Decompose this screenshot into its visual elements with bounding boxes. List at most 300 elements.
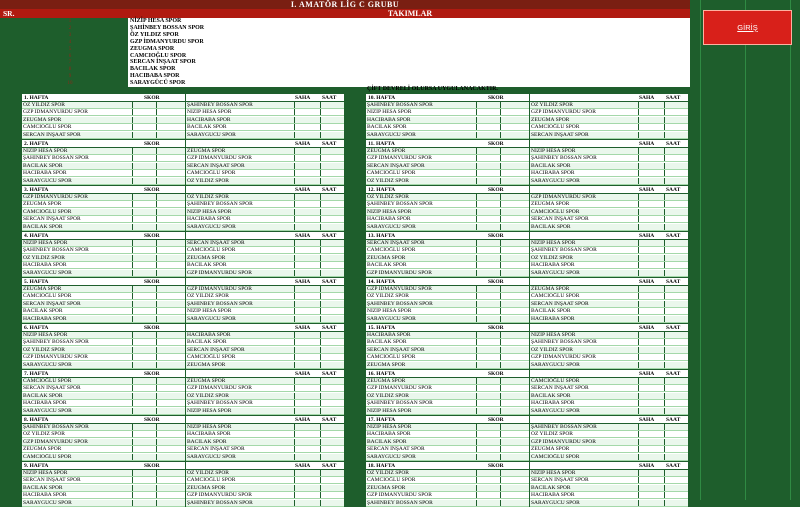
home-score-cell[interactable] (476, 362, 497, 368)
home-score-cell[interactable] (132, 148, 153, 154)
away-score-cell[interactable] (500, 424, 521, 430)
away-score-cell[interactable] (156, 454, 177, 460)
time-cell[interactable] (664, 408, 685, 414)
time-cell[interactable] (664, 124, 685, 130)
time-cell[interactable] (320, 148, 341, 154)
field-cell[interactable] (294, 385, 315, 391)
home-score-cell[interactable] (132, 378, 153, 384)
field-cell[interactable] (638, 354, 659, 360)
field-cell[interactable] (294, 255, 315, 261)
field-cell[interactable] (638, 170, 659, 176)
away-score-cell[interactable] (156, 240, 177, 246)
field-cell[interactable] (294, 170, 315, 176)
home-score-cell[interactable] (476, 316, 497, 322)
time-cell[interactable] (664, 316, 685, 322)
away-score-cell[interactable] (500, 148, 521, 154)
away-score-cell[interactable] (156, 446, 177, 452)
away-score-cell[interactable] (156, 301, 177, 307)
away-score-cell[interactable] (156, 247, 177, 253)
field-cell[interactable] (294, 477, 315, 483)
home-score-cell[interactable] (476, 332, 497, 338)
away-score-cell[interactable] (156, 124, 177, 130)
time-cell[interactable] (320, 492, 341, 498)
away-score-cell[interactable] (156, 400, 177, 406)
away-score-cell[interactable] (500, 308, 521, 314)
field-cell[interactable] (638, 477, 659, 483)
field-cell[interactable] (638, 332, 659, 338)
time-cell[interactable] (664, 262, 685, 268)
home-score-cell[interactable] (476, 354, 497, 360)
home-score-cell[interactable] (132, 339, 153, 345)
away-score-cell[interactable] (156, 201, 177, 207)
away-score-cell[interactable] (156, 255, 177, 261)
time-cell[interactable] (320, 470, 341, 476)
home-score-cell[interactable] (476, 308, 497, 314)
time-cell[interactable] (664, 431, 685, 437)
field-cell[interactable] (638, 194, 659, 200)
time-cell[interactable] (320, 454, 341, 460)
time-cell[interactable] (664, 339, 685, 345)
field-cell[interactable] (294, 470, 315, 476)
field-cell[interactable] (638, 316, 659, 322)
field-cell[interactable] (294, 201, 315, 207)
home-score-cell[interactable] (476, 216, 497, 222)
away-score-cell[interactable] (500, 492, 521, 498)
away-score-cell[interactable] (500, 262, 521, 268)
away-score-cell[interactable] (156, 308, 177, 314)
away-score-cell[interactable] (156, 485, 177, 491)
field-cell[interactable] (294, 339, 315, 345)
time-cell[interactable] (664, 439, 685, 445)
away-score-cell[interactable] (156, 216, 177, 222)
home-score-cell[interactable] (476, 378, 497, 384)
away-score-cell[interactable] (500, 301, 521, 307)
time-cell[interactable] (320, 240, 341, 246)
away-score-cell[interactable] (500, 400, 521, 406)
field-cell[interactable] (294, 216, 315, 222)
time-cell[interactable] (664, 492, 685, 498)
away-score-cell[interactable] (500, 270, 521, 276)
away-score-cell[interactable] (156, 378, 177, 384)
home-score-cell[interactable] (476, 270, 497, 276)
field-cell[interactable] (638, 424, 659, 430)
away-score-cell[interactable] (500, 431, 521, 437)
home-score-cell[interactable] (476, 477, 497, 483)
field-cell[interactable] (638, 446, 659, 452)
home-score-cell[interactable] (132, 170, 153, 176)
away-score-cell[interactable] (500, 347, 521, 353)
home-score-cell[interactable] (476, 293, 497, 299)
home-score-cell[interactable] (476, 178, 497, 184)
field-cell[interactable] (638, 454, 659, 460)
time-cell[interactable] (664, 286, 685, 292)
home-score-cell[interactable] (132, 477, 153, 483)
time-cell[interactable] (664, 393, 685, 399)
time-cell[interactable] (320, 408, 341, 414)
field-cell[interactable] (294, 378, 315, 384)
time-cell[interactable] (664, 247, 685, 253)
field-cell[interactable] (638, 400, 659, 406)
away-score-cell[interactable] (500, 102, 521, 108)
home-score-cell[interactable] (476, 148, 497, 154)
time-cell[interactable] (664, 148, 685, 154)
home-score-cell[interactable] (476, 347, 497, 353)
away-score-cell[interactable] (156, 132, 177, 138)
field-cell[interactable] (638, 347, 659, 353)
field-cell[interactable] (294, 354, 315, 360)
time-cell[interactable] (320, 163, 341, 169)
home-score-cell[interactable] (476, 194, 497, 200)
field-cell[interactable] (294, 109, 315, 115)
time-cell[interactable] (664, 500, 685, 506)
home-score-cell[interactable] (476, 492, 497, 498)
time-cell[interactable] (664, 194, 685, 200)
time-cell[interactable] (320, 170, 341, 176)
field-cell[interactable] (294, 117, 315, 123)
away-score-cell[interactable] (156, 109, 177, 115)
field-cell[interactable] (638, 102, 659, 108)
away-score-cell[interactable] (500, 224, 521, 230)
home-score-cell[interactable] (132, 308, 153, 314)
field-cell[interactable] (294, 132, 315, 138)
field-cell[interactable] (638, 393, 659, 399)
field-cell[interactable] (638, 378, 659, 384)
field-cell[interactable] (294, 500, 315, 506)
field-cell[interactable] (294, 485, 315, 491)
time-cell[interactable] (320, 439, 341, 445)
time-cell[interactable] (320, 316, 341, 322)
home-score-cell[interactable] (476, 454, 497, 460)
field-cell[interactable] (294, 316, 315, 322)
time-cell[interactable] (320, 424, 341, 430)
field-cell[interactable] (638, 201, 659, 207)
time-cell[interactable] (664, 308, 685, 314)
field-cell[interactable] (294, 102, 315, 108)
field-cell[interactable] (294, 431, 315, 437)
home-score-cell[interactable] (476, 408, 497, 414)
away-score-cell[interactable] (156, 163, 177, 169)
away-score-cell[interactable] (156, 362, 177, 368)
time-cell[interactable] (320, 378, 341, 384)
home-score-cell[interactable] (132, 117, 153, 123)
field-cell[interactable] (294, 224, 315, 230)
time-cell[interactable] (320, 209, 341, 215)
away-score-cell[interactable] (500, 194, 521, 200)
away-score-cell[interactable] (500, 117, 521, 123)
home-score-cell[interactable] (476, 102, 497, 108)
time-cell[interactable] (320, 301, 341, 307)
field-cell[interactable] (294, 262, 315, 268)
time-cell[interactable] (664, 102, 685, 108)
home-score-cell[interactable] (476, 109, 497, 115)
home-score-cell[interactable] (132, 385, 153, 391)
field-cell[interactable] (294, 446, 315, 452)
field-cell[interactable] (638, 132, 659, 138)
away-score-cell[interactable] (156, 477, 177, 483)
away-score-cell[interactable] (156, 316, 177, 322)
time-cell[interactable] (664, 170, 685, 176)
time-cell[interactable] (664, 240, 685, 246)
field-cell[interactable] (638, 362, 659, 368)
field-cell[interactable] (294, 247, 315, 253)
home-score-cell[interactable] (476, 255, 497, 261)
home-score-cell[interactable] (132, 492, 153, 498)
home-score-cell[interactable] (476, 500, 497, 506)
away-score-cell[interactable] (156, 492, 177, 498)
time-cell[interactable] (664, 332, 685, 338)
home-score-cell[interactable] (132, 500, 153, 506)
away-score-cell[interactable] (500, 109, 521, 115)
away-score-cell[interactable] (156, 148, 177, 154)
away-score-cell[interactable] (156, 347, 177, 353)
home-score-cell[interactable] (476, 155, 497, 161)
field-cell[interactable] (294, 362, 315, 368)
time-cell[interactable] (664, 201, 685, 207)
time-cell[interactable] (664, 255, 685, 261)
home-score-cell[interactable] (476, 400, 497, 406)
time-cell[interactable] (664, 293, 685, 299)
home-score-cell[interactable] (132, 293, 153, 299)
away-score-cell[interactable] (156, 385, 177, 391)
away-score-cell[interactable] (500, 155, 521, 161)
time-cell[interactable] (664, 378, 685, 384)
home-score-cell[interactable] (132, 431, 153, 437)
away-score-cell[interactable] (500, 339, 521, 345)
away-score-cell[interactable] (156, 293, 177, 299)
time-cell[interactable] (320, 201, 341, 207)
time-cell[interactable] (320, 293, 341, 299)
away-score-cell[interactable] (500, 500, 521, 506)
home-score-cell[interactable] (476, 424, 497, 430)
time-cell[interactable] (664, 109, 685, 115)
field-cell[interactable] (294, 439, 315, 445)
home-score-cell[interactable] (476, 170, 497, 176)
home-score-cell[interactable] (132, 470, 153, 476)
time-cell[interactable] (320, 400, 341, 406)
time-cell[interactable] (320, 477, 341, 483)
home-score-cell[interactable] (476, 209, 497, 215)
time-cell[interactable] (664, 454, 685, 460)
field-cell[interactable] (638, 301, 659, 307)
home-score-cell[interactable] (132, 446, 153, 452)
home-score-cell[interactable] (476, 385, 497, 391)
away-score-cell[interactable] (156, 470, 177, 476)
home-score-cell[interactable] (132, 209, 153, 215)
home-score-cell[interactable] (132, 102, 153, 108)
away-score-cell[interactable] (500, 209, 521, 215)
time-cell[interactable] (320, 262, 341, 268)
field-cell[interactable] (294, 308, 315, 314)
time-cell[interactable] (320, 362, 341, 368)
time-cell[interactable] (320, 194, 341, 200)
away-score-cell[interactable] (500, 439, 521, 445)
time-cell[interactable] (664, 163, 685, 169)
time-cell[interactable] (320, 109, 341, 115)
away-score-cell[interactable] (156, 408, 177, 414)
away-score-cell[interactable] (500, 247, 521, 253)
away-score-cell[interactable] (500, 240, 521, 246)
field-cell[interactable] (638, 485, 659, 491)
away-score-cell[interactable] (156, 439, 177, 445)
away-score-cell[interactable] (156, 117, 177, 123)
away-score-cell[interactable] (156, 332, 177, 338)
away-score-cell[interactable] (500, 293, 521, 299)
home-score-cell[interactable] (476, 431, 497, 437)
time-cell[interactable] (320, 270, 341, 276)
away-score-cell[interactable] (500, 393, 521, 399)
field-cell[interactable] (294, 400, 315, 406)
field-cell[interactable] (294, 393, 315, 399)
time-cell[interactable] (320, 332, 341, 338)
time-cell[interactable] (664, 362, 685, 368)
field-cell[interactable] (638, 240, 659, 246)
away-score-cell[interactable] (156, 270, 177, 276)
home-score-cell[interactable] (132, 194, 153, 200)
away-score-cell[interactable] (156, 102, 177, 108)
time-cell[interactable] (320, 155, 341, 161)
time-cell[interactable] (320, 178, 341, 184)
field-cell[interactable] (294, 148, 315, 154)
home-score-cell[interactable] (132, 216, 153, 222)
time-cell[interactable] (320, 500, 341, 506)
time-cell[interactable] (664, 347, 685, 353)
field-cell[interactable] (294, 301, 315, 307)
home-score-cell[interactable] (476, 339, 497, 345)
field-cell[interactable] (638, 178, 659, 184)
time-cell[interactable] (664, 446, 685, 452)
time-cell[interactable] (664, 354, 685, 360)
time-cell[interactable] (664, 470, 685, 476)
away-score-cell[interactable] (500, 124, 521, 130)
away-score-cell[interactable] (500, 178, 521, 184)
home-score-cell[interactable] (132, 286, 153, 292)
home-score-cell[interactable] (132, 354, 153, 360)
away-score-cell[interactable] (500, 201, 521, 207)
field-cell[interactable] (638, 124, 659, 130)
field-cell[interactable] (638, 255, 659, 261)
home-score-cell[interactable] (132, 124, 153, 130)
field-cell[interactable] (638, 308, 659, 314)
field-cell[interactable] (638, 224, 659, 230)
field-cell[interactable] (294, 408, 315, 414)
away-score-cell[interactable] (156, 209, 177, 215)
home-score-cell[interactable] (476, 470, 497, 476)
time-cell[interactable] (320, 255, 341, 261)
field-cell[interactable] (638, 270, 659, 276)
home-score-cell[interactable] (132, 393, 153, 399)
away-score-cell[interactable] (500, 408, 521, 414)
time-cell[interactable] (664, 216, 685, 222)
field-cell[interactable] (638, 439, 659, 445)
away-score-cell[interactable] (500, 286, 521, 292)
field-cell[interactable] (294, 293, 315, 299)
away-score-cell[interactable] (156, 431, 177, 437)
field-cell[interactable] (294, 492, 315, 498)
field-cell[interactable] (294, 424, 315, 430)
away-score-cell[interactable] (156, 354, 177, 360)
home-score-cell[interactable] (132, 347, 153, 353)
away-score-cell[interactable] (156, 393, 177, 399)
away-score-cell[interactable] (500, 362, 521, 368)
away-score-cell[interactable] (156, 170, 177, 176)
away-score-cell[interactable] (500, 132, 521, 138)
away-score-cell[interactable] (500, 485, 521, 491)
away-score-cell[interactable] (500, 454, 521, 460)
away-score-cell[interactable] (156, 194, 177, 200)
home-score-cell[interactable] (132, 262, 153, 268)
away-score-cell[interactable] (500, 170, 521, 176)
home-score-cell[interactable] (132, 454, 153, 460)
away-score-cell[interactable] (500, 446, 521, 452)
field-cell[interactable] (294, 332, 315, 338)
home-score-cell[interactable] (476, 124, 497, 130)
away-score-cell[interactable] (156, 262, 177, 268)
home-score-cell[interactable] (476, 117, 497, 123)
field-cell[interactable] (638, 385, 659, 391)
home-score-cell[interactable] (132, 132, 153, 138)
away-score-cell[interactable] (156, 155, 177, 161)
field-cell[interactable] (638, 492, 659, 498)
field-cell[interactable] (638, 209, 659, 215)
home-score-cell[interactable] (132, 332, 153, 338)
home-score-cell[interactable] (476, 201, 497, 207)
time-cell[interactable] (320, 124, 341, 130)
home-score-cell[interactable] (476, 485, 497, 491)
away-score-cell[interactable] (156, 286, 177, 292)
field-cell[interactable] (638, 247, 659, 253)
time-cell[interactable] (664, 117, 685, 123)
login-link[interactable]: GİRİŞ (737, 23, 758, 32)
away-score-cell[interactable] (500, 385, 521, 391)
away-score-cell[interactable] (500, 216, 521, 222)
home-score-cell[interactable] (132, 109, 153, 115)
home-score-cell[interactable] (476, 446, 497, 452)
field-cell[interactable] (638, 431, 659, 437)
field-cell[interactable] (638, 339, 659, 345)
home-score-cell[interactable] (476, 262, 497, 268)
away-score-cell[interactable] (156, 178, 177, 184)
home-score-cell[interactable] (132, 224, 153, 230)
time-cell[interactable] (664, 301, 685, 307)
field-cell[interactable] (294, 270, 315, 276)
time-cell[interactable] (664, 209, 685, 215)
home-score-cell[interactable] (132, 270, 153, 276)
time-cell[interactable] (320, 308, 341, 314)
away-score-cell[interactable] (500, 470, 521, 476)
home-score-cell[interactable] (132, 485, 153, 491)
away-score-cell[interactable] (156, 424, 177, 430)
home-score-cell[interactable] (132, 316, 153, 322)
time-cell[interactable] (664, 178, 685, 184)
time-cell[interactable] (320, 393, 341, 399)
time-cell[interactable] (320, 485, 341, 491)
home-score-cell[interactable] (476, 393, 497, 399)
away-score-cell[interactable] (500, 255, 521, 261)
away-score-cell[interactable] (156, 339, 177, 345)
home-score-cell[interactable] (476, 240, 497, 246)
time-cell[interactable] (664, 155, 685, 161)
away-score-cell[interactable] (500, 316, 521, 322)
field-cell[interactable] (638, 500, 659, 506)
time-cell[interactable] (664, 132, 685, 138)
home-score-cell[interactable] (132, 247, 153, 253)
field-cell[interactable] (638, 262, 659, 268)
home-score-cell[interactable] (132, 201, 153, 207)
time-cell[interactable] (320, 117, 341, 123)
field-cell[interactable] (638, 408, 659, 414)
time-cell[interactable] (320, 102, 341, 108)
field-cell[interactable] (294, 155, 315, 161)
